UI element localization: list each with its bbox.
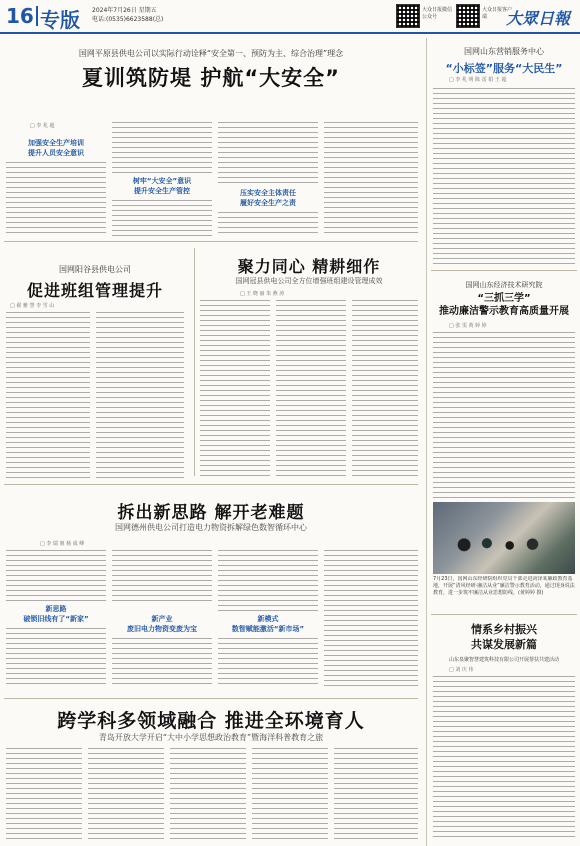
article-headline: 促进班组管理提升	[26, 281, 163, 300]
article-body	[6, 628, 106, 688]
page-number: 16	[6, 4, 38, 28]
article-kicker: 国网平原县供电公司以实际行动诠释“安全第一、预防为主、综合治理”理念	[78, 49, 344, 58]
article-team-management	[0, 244, 190, 484]
article-byline: □ 王 晓 丽 朱 燕 涛	[240, 291, 285, 297]
article-body	[433, 332, 575, 498]
subhead-responsibility: 压实安全主体责任 履好安全生产之责	[240, 189, 296, 207]
qr-label-app: 大众日报客户端	[482, 7, 513, 20]
article-body	[112, 200, 212, 236]
article-headline: 聚力同心 精耕细作	[237, 257, 381, 276]
article-body	[6, 550, 106, 602]
article-body	[6, 748, 82, 840]
article-label-service	[427, 38, 580, 268]
article-headline: 情系乡村振兴 共谋发展新篇	[471, 623, 537, 651]
article-byline: □ 翟 雅 慧 李 雪 山	[10, 303, 55, 309]
subhead-awareness: 树牢“大安全”意识 提升安全生产管控	[132, 177, 192, 195]
article-body	[324, 122, 418, 236]
article-body	[433, 676, 575, 840]
subhead-new-model: 新模式 数智赋能激活“新市场”	[231, 615, 305, 633]
divider	[431, 270, 577, 271]
article-headline: “小标签”服务“大民生”	[445, 62, 563, 75]
divider	[431, 614, 577, 615]
newspaper-logo: 大眾日報	[505, 9, 570, 28]
article-body	[252, 748, 328, 840]
article-integrity-education	[427, 272, 580, 612]
news-photo	[433, 502, 575, 574]
article-subtitle: 青岛开放大学开启“大中小学思想政治教育”暨海洋科普教育之旅	[98, 733, 324, 742]
article-body	[352, 300, 418, 478]
article-kicker: 国网阳谷县供电公司	[59, 265, 131, 274]
phone-line: 电话:(0535)6623588(总)	[92, 16, 164, 23]
article-byline: □ 刘 庆 伟	[449, 667, 474, 673]
article-body	[6, 312, 90, 478]
article-body	[218, 550, 318, 612]
article-byline: □ 李 瑞 朋 杨 成 峰	[40, 541, 85, 547]
article-body	[324, 550, 418, 688]
qr-code-icon	[396, 4, 420, 28]
article-body	[218, 122, 318, 186]
masthead	[0, 0, 580, 34]
article-body	[276, 300, 346, 478]
article-body	[88, 748, 164, 840]
article-headline: “三抓三学” 推动廉洁警示教育高质量开展	[439, 293, 569, 317]
subhead-new-idea: 新思路 破锁旧线有了“新家”	[23, 605, 89, 623]
article-body	[433, 88, 575, 264]
article-headline: 拆出新思路 解开老难题	[117, 503, 305, 523]
issue-meta	[92, 6, 163, 24]
divider	[4, 698, 418, 699]
qr-label-wechat: 大众日报微信公众号	[422, 7, 453, 20]
main-column	[0, 38, 422, 846]
article-kicker: 国网山东经济技术研究院	[465, 281, 543, 289]
divider	[4, 241, 418, 242]
vertical-divider	[194, 248, 195, 476]
article-body	[334, 748, 418, 840]
article-summer-training	[0, 38, 422, 238]
article-rural-revitalization	[427, 616, 580, 846]
article-byline: □ 李 兆 明 陈 雷 娟 王 超	[449, 77, 507, 83]
article-body	[96, 312, 184, 478]
article-subtitle: 国网德州供电公司打造电力物资拆解绿色数智循环中心	[115, 523, 307, 532]
article-body	[200, 300, 270, 478]
article-body	[218, 638, 318, 688]
article-recycling-center	[0, 486, 422, 694]
article-body	[218, 212, 318, 236]
issue-date: 2024年7月26日 星期五	[92, 7, 157, 14]
section-name: 专版	[40, 8, 80, 32]
article-subtitle: 山东泉聚智慧建筑科技有限公司开展帮扶共建活动	[448, 657, 559, 663]
article-subtitle: 国网冠县供电公司全方位增强班组建设管理成效	[235, 277, 383, 285]
subhead-new-industry: 新产业 废旧电力物资变废为宝	[127, 615, 197, 633]
subhead-training: 加强安全生产培训 提升人员安全意识	[28, 139, 84, 157]
sidebar-column	[426, 38, 580, 846]
article-kicker: 国网山东营销服务中心	[464, 47, 544, 56]
article-headline: 跨学科多领域融合 推进全环境育人	[57, 710, 365, 732]
article-byline: □ 张 雯 黄 婷 婷	[449, 323, 487, 329]
article-body	[6, 162, 106, 236]
photo-caption: 7月23日，国网山东经研院组织党员干部走进菏泽某廉政教育基地，开展“清风经研·廉洁从业”廉洁警示教育活动，通过现身说法教育，进一步筑牢廉洁从业思想防线。(黄婷婷 摄)	[433, 576, 575, 596]
qr-code-icon	[456, 4, 480, 28]
article-team-building	[196, 244, 422, 484]
article-body	[112, 638, 212, 688]
article-headline: 夏训筑防堤 护航“大安全”	[82, 66, 340, 90]
divider	[4, 484, 418, 485]
article-body	[170, 748, 246, 840]
article-body	[112, 122, 212, 176]
article-body	[112, 550, 212, 602]
article-education	[0, 700, 422, 846]
article-byline: □ 李 兆 超	[30, 123, 55, 129]
